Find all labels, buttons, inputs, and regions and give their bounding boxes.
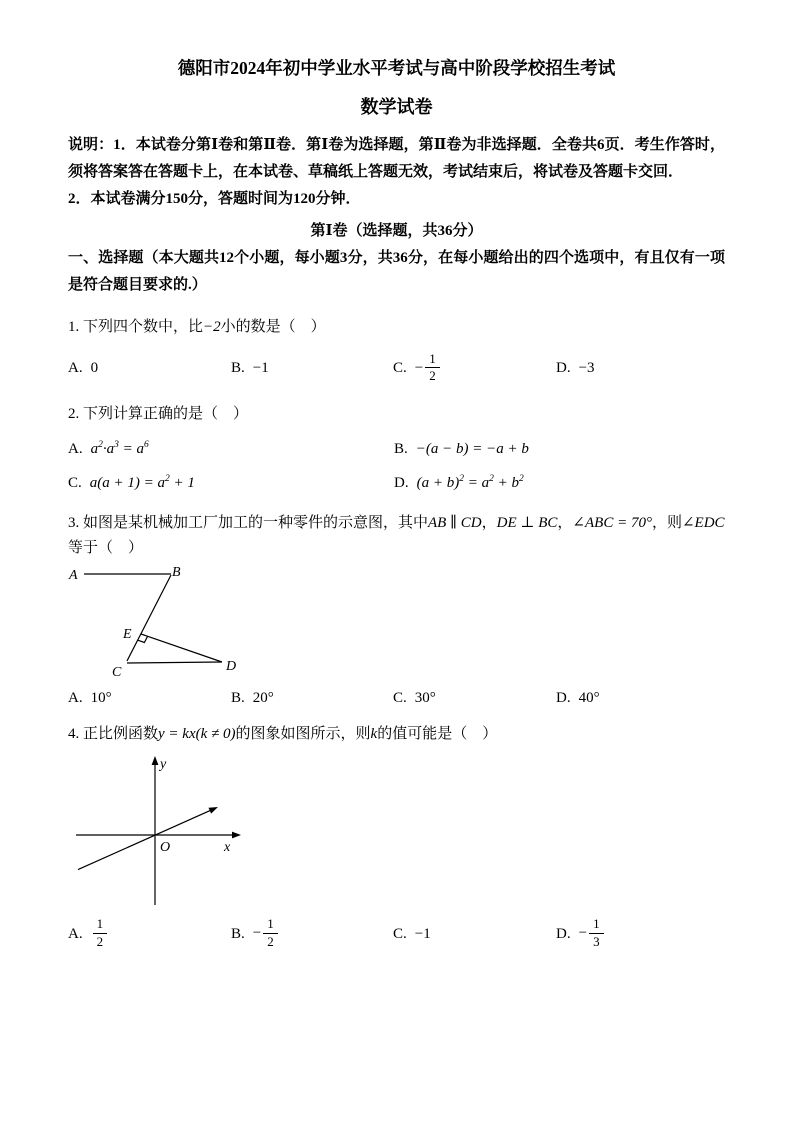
option-label: B. <box>394 440 408 457</box>
math-expression: y = kx(k ≠ 0) <box>158 726 236 743</box>
point-label-a: A <box>69 568 78 584</box>
question-4-option-c <box>393 926 556 943</box>
question-4-options <box>68 915 725 953</box>
option-label: A. <box>68 690 83 707</box>
fraction-denominator: 2 <box>267 933 274 949</box>
math-expression <box>416 441 529 457</box>
question-1-option-d <box>556 360 725 377</box>
option-value: −3 <box>578 359 595 376</box>
option-value: 10° <box>90 690 112 707</box>
question-4-stem <box>68 722 725 747</box>
question-1-options <box>68 352 725 386</box>
math-expression: DE ⊥ BC <box>496 514 558 531</box>
exam-instructions-line-1: 说明：1．本试卷分第Ⅰ卷和第Ⅱ卷．第Ⅰ卷为选择题，第Ⅱ卷为非选择题．全卷共6页．考生作答时，须将答案答在答题卡上，在本试卷、草稿纸上答题无效，考试结束后，将试卷及答题卡交回． <box>68 136 725 180</box>
stem-text: ，则 <box>651 514 682 531</box>
fraction-numerator: 1 <box>263 916 278 933</box>
stem-text: 的值可能是（ ） <box>377 726 498 743</box>
math-text: = a <box>118 440 144 457</box>
stem-text: 1. 下列四个数中，比 <box>68 318 204 335</box>
exponent: 6 <box>143 439 149 450</box>
option-label: C. <box>393 925 407 942</box>
minus-sign: − <box>578 925 588 942</box>
option-value: −1 <box>252 359 269 376</box>
option-label: C. <box>393 359 407 376</box>
math-expression: ∠EDC <box>681 514 725 531</box>
option-label: C. <box>393 690 407 707</box>
option-value: 30° <box>414 690 436 707</box>
exponent: 2 <box>459 473 464 484</box>
question-2-option-b <box>394 441 725 458</box>
question-1-option-b <box>231 360 393 377</box>
math-expression: AB ∥ CD <box>428 514 482 531</box>
math-text: (a + b) <box>416 474 460 491</box>
y-axis-label: y <box>160 757 167 773</box>
question-4-graph-figure <box>68 755 248 913</box>
option-value: 0 <box>90 359 99 376</box>
question-2-stem: 2. 下列计算正确的是（ ） <box>68 406 249 423</box>
math-text: a <box>90 440 99 457</box>
option-label: A. <box>68 359 83 376</box>
fraction <box>425 351 440 385</box>
fraction <box>263 916 278 950</box>
question-2-option-c <box>68 475 394 492</box>
x-axis-arrow <box>232 832 241 839</box>
fraction-numerator: 1 <box>93 916 108 933</box>
fraction-denominator: 2 <box>96 933 104 949</box>
question-2-option-d <box>394 475 725 492</box>
question-4-option-b <box>231 917 393 951</box>
fraction <box>93 916 108 950</box>
question-2 <box>68 402 725 492</box>
stem-text: 4. 正比例函数 <box>68 726 159 743</box>
stem-text: 3. 如图是某机械加工厂加工的一种零件的示意图，其中 <box>68 514 429 531</box>
point-label-e: E <box>123 627 132 643</box>
option-value: −1 <box>414 925 431 942</box>
question-3-options <box>68 690 725 707</box>
point-label-d: D <box>226 659 237 675</box>
exponent: 2 <box>489 473 494 484</box>
math-expression: −2 <box>203 318 221 335</box>
question-1-option-a <box>68 360 231 377</box>
option-label: D. <box>394 474 409 491</box>
minus-sign: − <box>414 359 424 376</box>
function-line <box>78 810 212 870</box>
exponent: 2 <box>98 439 103 450</box>
option-label: B. <box>231 359 245 376</box>
question-4-option-a <box>68 917 231 951</box>
math-expression <box>91 441 149 457</box>
math-text: a(a + 1) = a <box>89 474 165 491</box>
exponent: 3 <box>114 439 119 450</box>
minus-sign: − <box>252 925 262 942</box>
segment-cd <box>127 662 222 663</box>
option-label: A. <box>68 440 83 457</box>
function-line-arrow <box>209 807 219 814</box>
option-label: D. <box>556 690 571 707</box>
fraction-denominator: 3 <box>593 933 600 949</box>
option-label: D. <box>556 359 571 376</box>
math-expression: ∠ABC = 70° <box>572 514 652 531</box>
question-3-stem <box>68 511 725 561</box>
y-axis-arrow <box>152 756 159 765</box>
part-1-directions: 一、选择题（本大题共12个小题，每小题3分，共36分，在每小题给出的四个选项中，有且仅有一项是符合题目要求的.） <box>68 249 725 293</box>
fraction-denominator: 2 <box>429 367 436 383</box>
stem-text: 等于（ ） <box>68 539 144 556</box>
exam-title: 德阳市2024年初中学业水平考试与高中阶段学校招生考试 <box>177 58 616 78</box>
stem-text: 的图象如图所示，则 <box>235 726 371 743</box>
question-4 <box>68 722 725 953</box>
option-label: B. <box>231 925 245 942</box>
question-3-option-c <box>393 690 556 707</box>
option-label: C. <box>68 474 82 491</box>
math-text: −(a − b) = −a + b <box>415 440 529 457</box>
option-label: D. <box>556 925 571 942</box>
question-3-option-a <box>68 690 231 707</box>
question-2-option-a <box>68 441 394 458</box>
math-expression: k <box>370 726 378 743</box>
question-3-option-d <box>556 690 725 707</box>
exam-instructions-line-2: 2．本试卷满分150分，答题时间为120分钟． <box>68 190 361 207</box>
question-1-option-c <box>393 352 556 386</box>
fraction-numerator: 1 <box>425 351 440 368</box>
fraction-numerator: 1 <box>589 916 604 933</box>
question-1 <box>68 315 725 385</box>
segment-ed <box>141 634 222 662</box>
question-3 <box>68 511 725 708</box>
segment-bc <box>127 575 171 661</box>
section-1-heading: 第Ⅰ卷（选择题，共36分） <box>310 222 483 239</box>
exponent: 2 <box>165 473 170 484</box>
math-text: ·a <box>102 440 115 457</box>
exponent: 2 <box>518 473 524 484</box>
question-3-geometry-figure <box>68 566 248 680</box>
question-2-options <box>68 441 725 492</box>
question-1-stem <box>68 315 725 340</box>
math-text: = a <box>463 474 490 491</box>
math-expression <box>417 475 524 491</box>
option-label: B. <box>231 690 245 707</box>
fraction <box>589 916 604 950</box>
question-3-option-b <box>231 690 393 707</box>
point-label-b: B <box>172 566 181 581</box>
option-value: 40° <box>578 690 600 707</box>
stem-text: ， <box>481 514 497 531</box>
option-value: 20° <box>252 690 274 707</box>
question-4-option-d <box>556 917 725 951</box>
stem-text: 小的数是（ ） <box>220 318 326 335</box>
option-label: A. <box>68 925 83 942</box>
math-text: + 1 <box>169 474 195 491</box>
math-expression <box>90 475 195 491</box>
exam-subtitle: 数学试卷 <box>360 96 433 117</box>
point-label-c: C <box>112 665 122 681</box>
math-text: + b <box>493 474 519 491</box>
x-axis-label: x <box>224 840 231 856</box>
stem-text: ， <box>557 514 573 531</box>
origin-label: O <box>160 840 171 856</box>
